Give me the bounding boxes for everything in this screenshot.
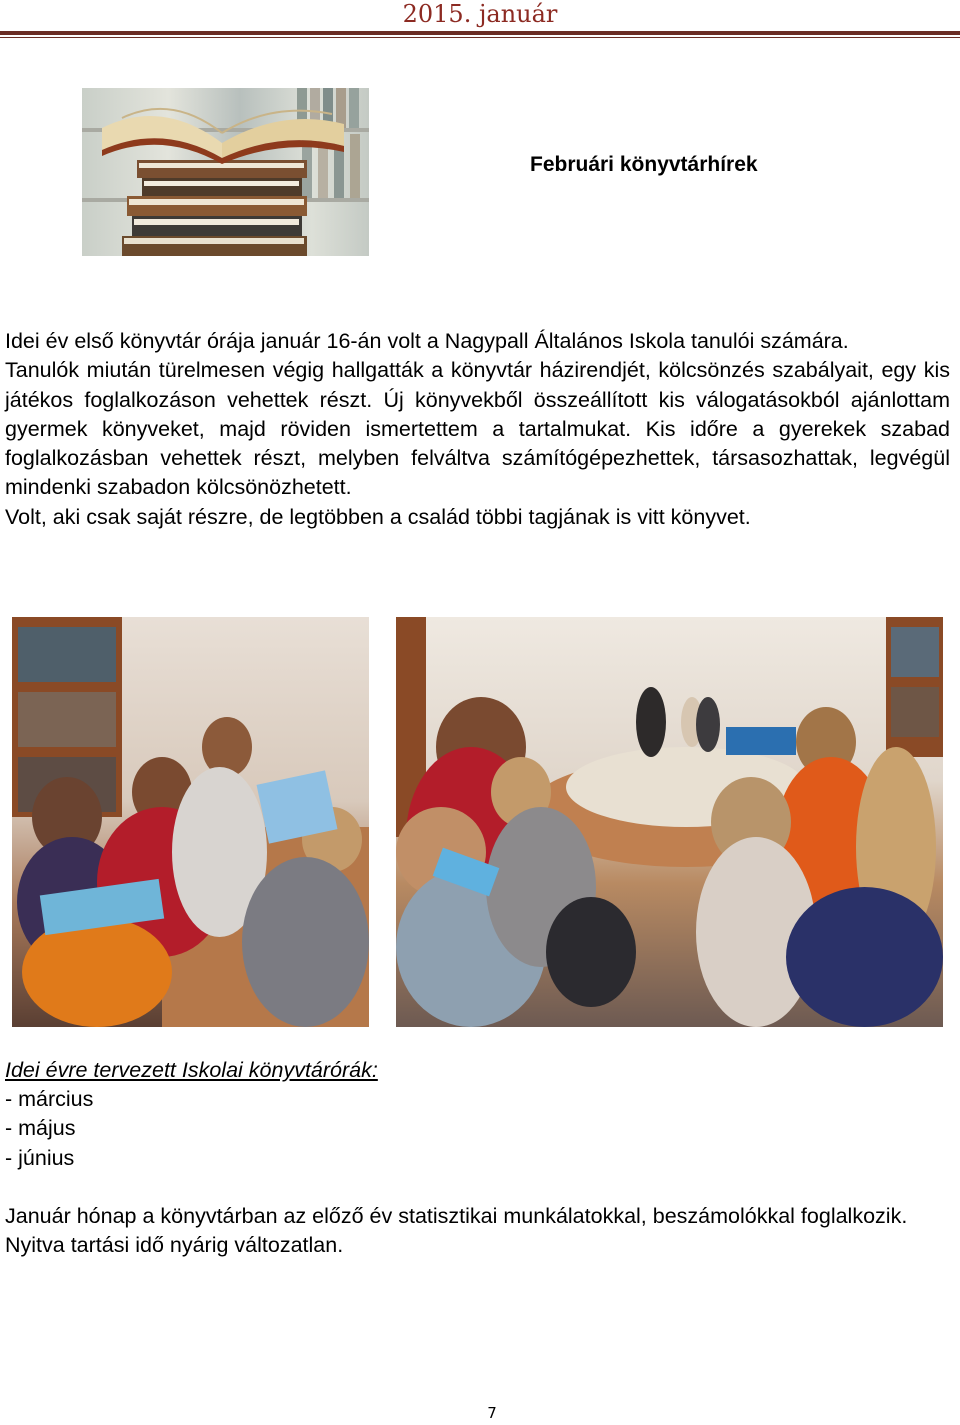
- stacked-books-photo: [82, 88, 369, 256]
- page-number: 7: [487, 1404, 497, 1422]
- closing-text: [5, 1202, 950, 1261]
- children-at-table-photo: [396, 617, 943, 1027]
- paragraph: Nyitva tartási idő nyárig változatlan.: [5, 1233, 344, 1258]
- list-item: - március: [5, 1087, 94, 1111]
- paragraph: Idei év első könyvtár órája január 16-án volt a Nagypall Általános Iskola tanulói számára.: [5, 329, 849, 353]
- page-header: [0, 0, 960, 38]
- plan-list: [5, 1085, 93, 1173]
- plan-heading: Idei évre tervezett Iskolai könyvtárórák:: [5, 1058, 378, 1082]
- paragraph: Tanulók miután türelmesen végig hallgatták a könyvtár házirendjét, kölcsönzés szabályait, egy kis játékos foglalkozáson vehettek részt. Új könyvekből összeállított kis válogatásokból ajánlottam gyermek könyveket, majd röviden ismertettem a tartalmukat. Kis időre a gyerekek szabad foglalkozásban vehettek részt, melyben felváltva számítógépezhettek, társasozhattak, legvégül mindenki szabadon kölcsönözhetett.: [5, 358, 950, 500]
- header-rule: [0, 31, 960, 35]
- children-reading-photo: [12, 617, 369, 1027]
- header-title: 2015. január: [402, 0, 558, 28]
- list-item: - május: [5, 1116, 76, 1141]
- header-rule-thin: [0, 37, 960, 38]
- books-icon: [82, 88, 369, 256]
- article-body: [5, 327, 950, 532]
- paragraph: Volt, aki csak saját részre, de legtöbben a család többi tagjának is vitt könyvet.: [5, 504, 751, 529]
- article-title: Februári könyvtárhírek: [530, 153, 758, 176]
- list-item: - június: [5, 1145, 75, 1170]
- paragraph: Január hónap a könyvtárban az előző év statisztikai munkálatokkal, beszámolókkal foglalkozik.: [5, 1204, 908, 1228]
